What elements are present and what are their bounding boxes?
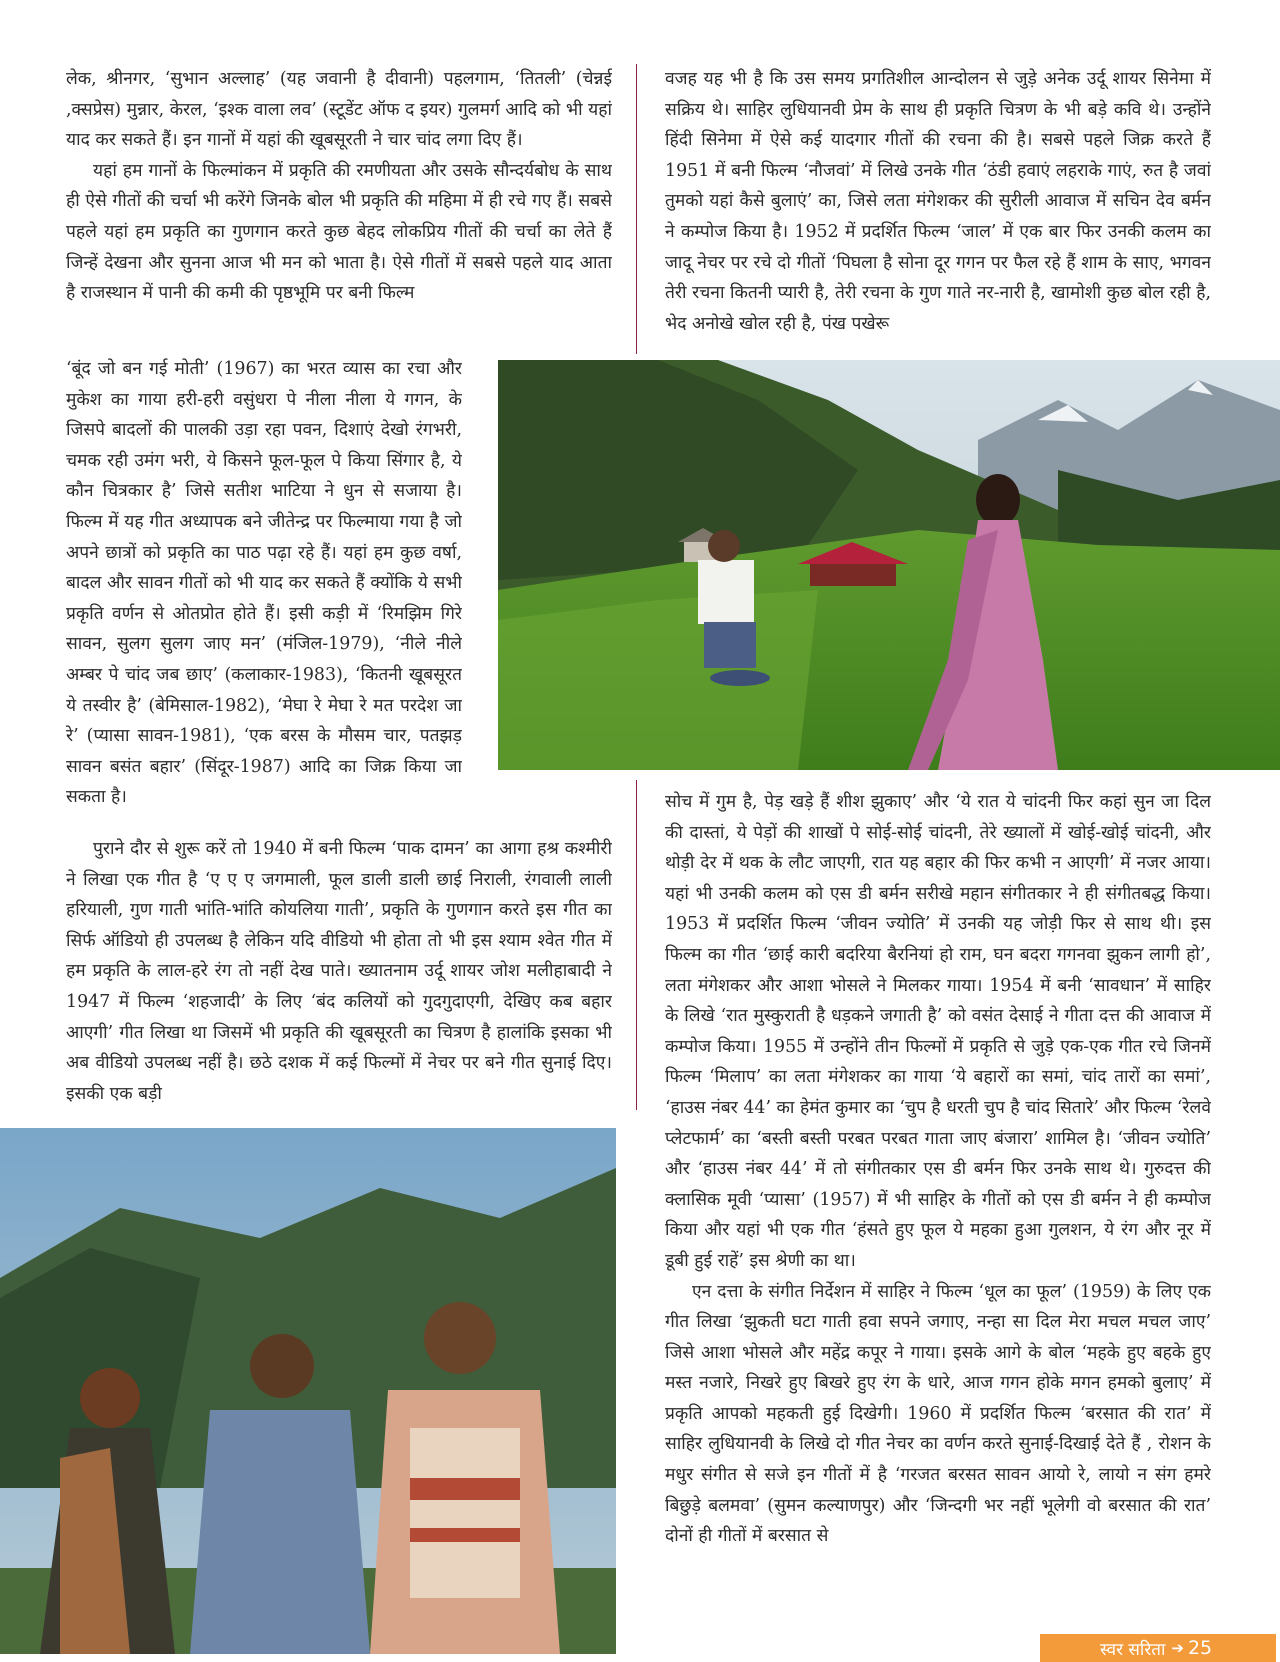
actors-scene-image xyxy=(0,1128,616,1654)
paragraph-nature-intro: यहां हम गानों के फिल्मांकन में प्रकृति की रमणीयता और उसके सौन्दर्यबोध के साथ ही ऐसे गीतों की चर्चा भी करेंगे जिनके बोल भी प्रकृति की महिमा में ही रचे गए हैं। सबसे पहले यहां हम प्रकृति का गुणगान करते कुछ बेहद लोकप्रिय गीतों की चर्चा का लेते हैं जिन्हें देखना और सुनना आज भी मन को भाता है। ऐसे गीतों में सबसे पहले याद आता है राजस्थान में पानी की कमी की पृष्ठभूमि पर बनी फिल्म xyxy=(66,160,612,304)
paragraph-pak-daman: पुराने दौर से शुरू करें तो 1940 में बनी फिल्म ‘पाक दामन’ का आगा हश्र कश्मीरी ने लिखा एक गीत है ‘ए ए ए जगमाली, फूल डाली डाली छाई निराली, रंगवाली लाली हरियाली, गुण गाती भांति-भांति कोयलिया गाती’, प्रकृति के गुणगान करते इस गीत का सिर्फ ऑडियो ही उपलब्ध है लेकिन यदि वीडियो भी होता तो भी इस श्याम श्वेत गीत में हम प्रकृति के लाल-हरे रंग तो नहीं देख पाते। ख्यातनाम उर्दू शायर जोश मलीहाबादी ने 1947 में फिल्म ‘शहजादी’ के लिए ‘बंद कलियों को गुदगुदाएगी, देखिए कब बहार आएगी’ गीत लिखा था जिसमें भी प्रकृति की खूबसूरती का चित्रण है हालांकि इसका भी अब वीडियो उपलब्ध नहीं है। छठे दशक में कई फिल्मों में नेचर पर बने गीत सुनाई दिए। इसकी एक बड़ी xyxy=(66,839,612,1104)
paragraph-jaal-songs: सोच में गुम है, पेड़ खड़े हैं शीश झुकाए’ और ‘ये रात ये चांदनी फिर कहां सुन जा दिल की दास्तां, ये पेड़ों की शाखों पे सोई-सोई चांदनी, तेरे ख्यालों में खोई-खोई चांदनी, और थोड़ी देर में थक के लौट जाएगी, रात यह बहार की फिर कभी न आएगी’ में नजर आया। यहां भी उनकी कलम को एस डी बर्मन सरीखे महान संगीतकार ने ही संगीतबद्ध किया। 1953 में प्रदर्शित फिल्म ‘जीवन ज्योति’ में उनकी यह जोड़ी फिर से साथ थी। इस फिल्म का गीत ‘छाई कारी बदरिया बैरनियां हो राम, घन बदरा गगनवा झुकन लागी हो’, लता मंगेशकर और आशा भोसले ने मिलकर गाया। 1954 में बनी ‘सावधान’ में साहिर के लिखे ‘रात मुस्कुराती है धड़कने जगाती है’ को वसंत देसाई ने गीता दत्त की आवाज में कम्पोज किया। 1955 में उन्होंने तीन फिल्मों में प्रकृति से जुड़े एक-एक गीत रचे जिनमें फिल्म ‘मिलाप’ का लता मंगेशकर का गाया ‘ये बहारों का समां, चांद तारों का समां’, ‘हाउस नंबर 44’ का हेमंत कुमार का ‘चुप है धरती चुप है चांद सितारे’ और फिल्म ‘रेलवे प्लेटफार्म’ का ‘बस्ती बस्ती परबत परबत गाता जाए बंजारा’ शामिल है। ‘जीवन ज्योति’ और ‘हाउस नंबर 44’ में तो संगीतकार एस डी बर्मन फिर उनके साथ थे। गुरुदत्त की क्लासिक मूवी ‘प्यासा’ (1957) में भी साहिर के गीतों को एस डी बर्मन ने ही कम्पोज किया और यहां भी एक गीत ‘हंसते हुए फूल ये महका हुआ गुलशन, ये रंग और नूर में डूबी हुई राहें’ इस श्रेणी का था। xyxy=(665,792,1211,1271)
column-divider-bottom xyxy=(636,780,637,1110)
paragraph-boond-jo-ban-gayi-moti: ‘बूंद जो बन गई मोती’ (1967) का भरत व्यास का रचा और मुकेश का गाया हरी-हरी वसुंधरा पे नीला नीला ये गगन, के जिसपे बादलों की पालकी उड़ा रहा पवन, दिशाएं देखो रंगभरी, चमक रही उमंग भरी, ये किसने फूल-फूल पे किया सिंगार है, ये कौन चित्रकार है’ जिसे सतीश भाटिया ने धुन से सजाया है। फिल्म में यह गीत अध्यापक बने जीतेन्द्र पर फिल्माया गया है जो अपने छात्रों को प्रकृति का पाठ पढ़ा रहे हैं। यहां हम कुछ वर्षा, बादल और सावन गीतों को भी याद कर सकते हैं क्योंकि ये सभी प्रकृति वर्णन से ओतप्रोत होते हैं। इसी कड़ी में ‘रिमझिम गिरे सावन, सुलग सुलग जाए मन’ (मंजिल-1979), ‘नीले नीले अम्बर पे चांद जब छाए’ (कलाकार-1983), ‘कितनी खूबसूरत ये तस्वीर है’ (बेमिसाल-1982), ‘मेघा रे मेघा रे मत परदेश जा रे’ (प्यासा सावन-1981), ‘एक बरस के मौसम चार, पतझड़ सावन बसंत बहार’ (सिंदूर-1987) आदि का जिक्र किया जा सकता है। xyxy=(66,359,462,808)
left-column-narrow xyxy=(66,354,462,830)
left-column-top xyxy=(66,64,612,354)
right-column-bottom xyxy=(665,787,1211,1631)
right-column-top xyxy=(665,64,1211,354)
column-divider-top xyxy=(636,64,637,354)
paragraph-kashmir-songs: लेक, श्रीनगर, ‘सुभान अल्लाह’ (यह जवानी है दीवानी) पहलगाम, ‘तितली’ (चेन्नई ,क्सप्रेस) मुन्नार, केरल, ‘इश्क वाला लव’ (स्टूडेंट ऑफ द इयर) गुलमर्ग आदि को भी यहां याद कर सकते हैं। इन गानों में यहां की खूबसूरती ने चार चांद लगा दिए हैं। xyxy=(66,69,612,151)
paragraph-dhool-ka-phool: एन दत्ता के संगीत निर्देशन में साहिर ने फिल्म ‘धूल का फूल’ (1959) के लिए एक गीत लिखा ‘झुकती घटा गाती हवा सपने जगाए, नन्हा सा दिल मेरा मचल मचल जाए’ जिसे आशा भोसले और महेंद्र कपूर ने गाया। इसके आगे के बोल ‘महके हुए बहके हुए मस्त नजारे, निखरे हुए बिखरे हुए रंग के धारे, आज गगन होके मगन हमको बुलाए’ में प्रकृति आपको महकती हुई दिखेगी। 1960 में प्रदर्शित फिल्म ‘बरसात की रात’ में साहिर लुधियानवी के लिखे दो गीत नेचर का वर्णन करते सुनाई-दिखाई देते हैं , रोशन के मधुर संगीत से सजे इन गीतों में है ‘गरजत बरसत सावन आयो रे, लायो न संग हमरे बिछुड़े बलमवा’ (सुमन कल्याणपुर) और ‘जिन्दगी भर नहीं भूलेगी वो बरसात की रात’ दोनों ही गीतों में बरसात से xyxy=(665,1281,1211,1547)
photo-mountain-valley-couple xyxy=(498,360,1280,770)
magazine-name: स्वर सरिता xyxy=(1100,1639,1166,1660)
left-column-bottom xyxy=(66,834,612,1114)
photo-three-actors-mountains xyxy=(0,1128,616,1654)
page-number: 25 xyxy=(1187,1637,1213,1659)
paragraph-sahir-ludhianvi: वजह यह भी है कि उस समय प्रगतिशील आन्दोलन से जुड़े अनेक उर्दू शायर सिनेमा में सक्रिय थे। साहिर लुधियानवी प्रेम के साथ ही प्रकृति चित्रण के भी बड़े कवि थे। उन्होंने हिंदी सिनेमा में ऐसे कई यादगार गीतों की रचना की है। सबसे पहले जिक्र करते हैं 1951 में बनी फिल्म ‘नौजवां’ में लिखे उनके गीत ‘ठंडी हवाएं लहराके गाएं, रुत है जवां तुमको यहां कैसे बुलाएं’ का, जिसे लता मंगेशकर की सुरीली आवाज में सचिन देव बर्मन ने कम्पोज किया है। 1952 में प्रदर्शित फिल्म ‘जाल’ में एक बार फिर उनकी कलम का जादू नेचर पर रचे दो गीतों ‘पिघला है सोना दूर गगन पर फैल रहे हैं शाम के साए, भगवन तेरी रचना कितनी प्यारी है, तेरी रचना के गुण गाते नर-नारी है, खामोशी कुछ बोल रही है, भेद अनोखे खोल रही है, पंख पखेरू xyxy=(665,69,1211,334)
footer-page-label xyxy=(1040,1634,1276,1662)
valley-scene-image xyxy=(498,360,1280,770)
arrow-right-icon: ➔ xyxy=(1171,1639,1184,1657)
